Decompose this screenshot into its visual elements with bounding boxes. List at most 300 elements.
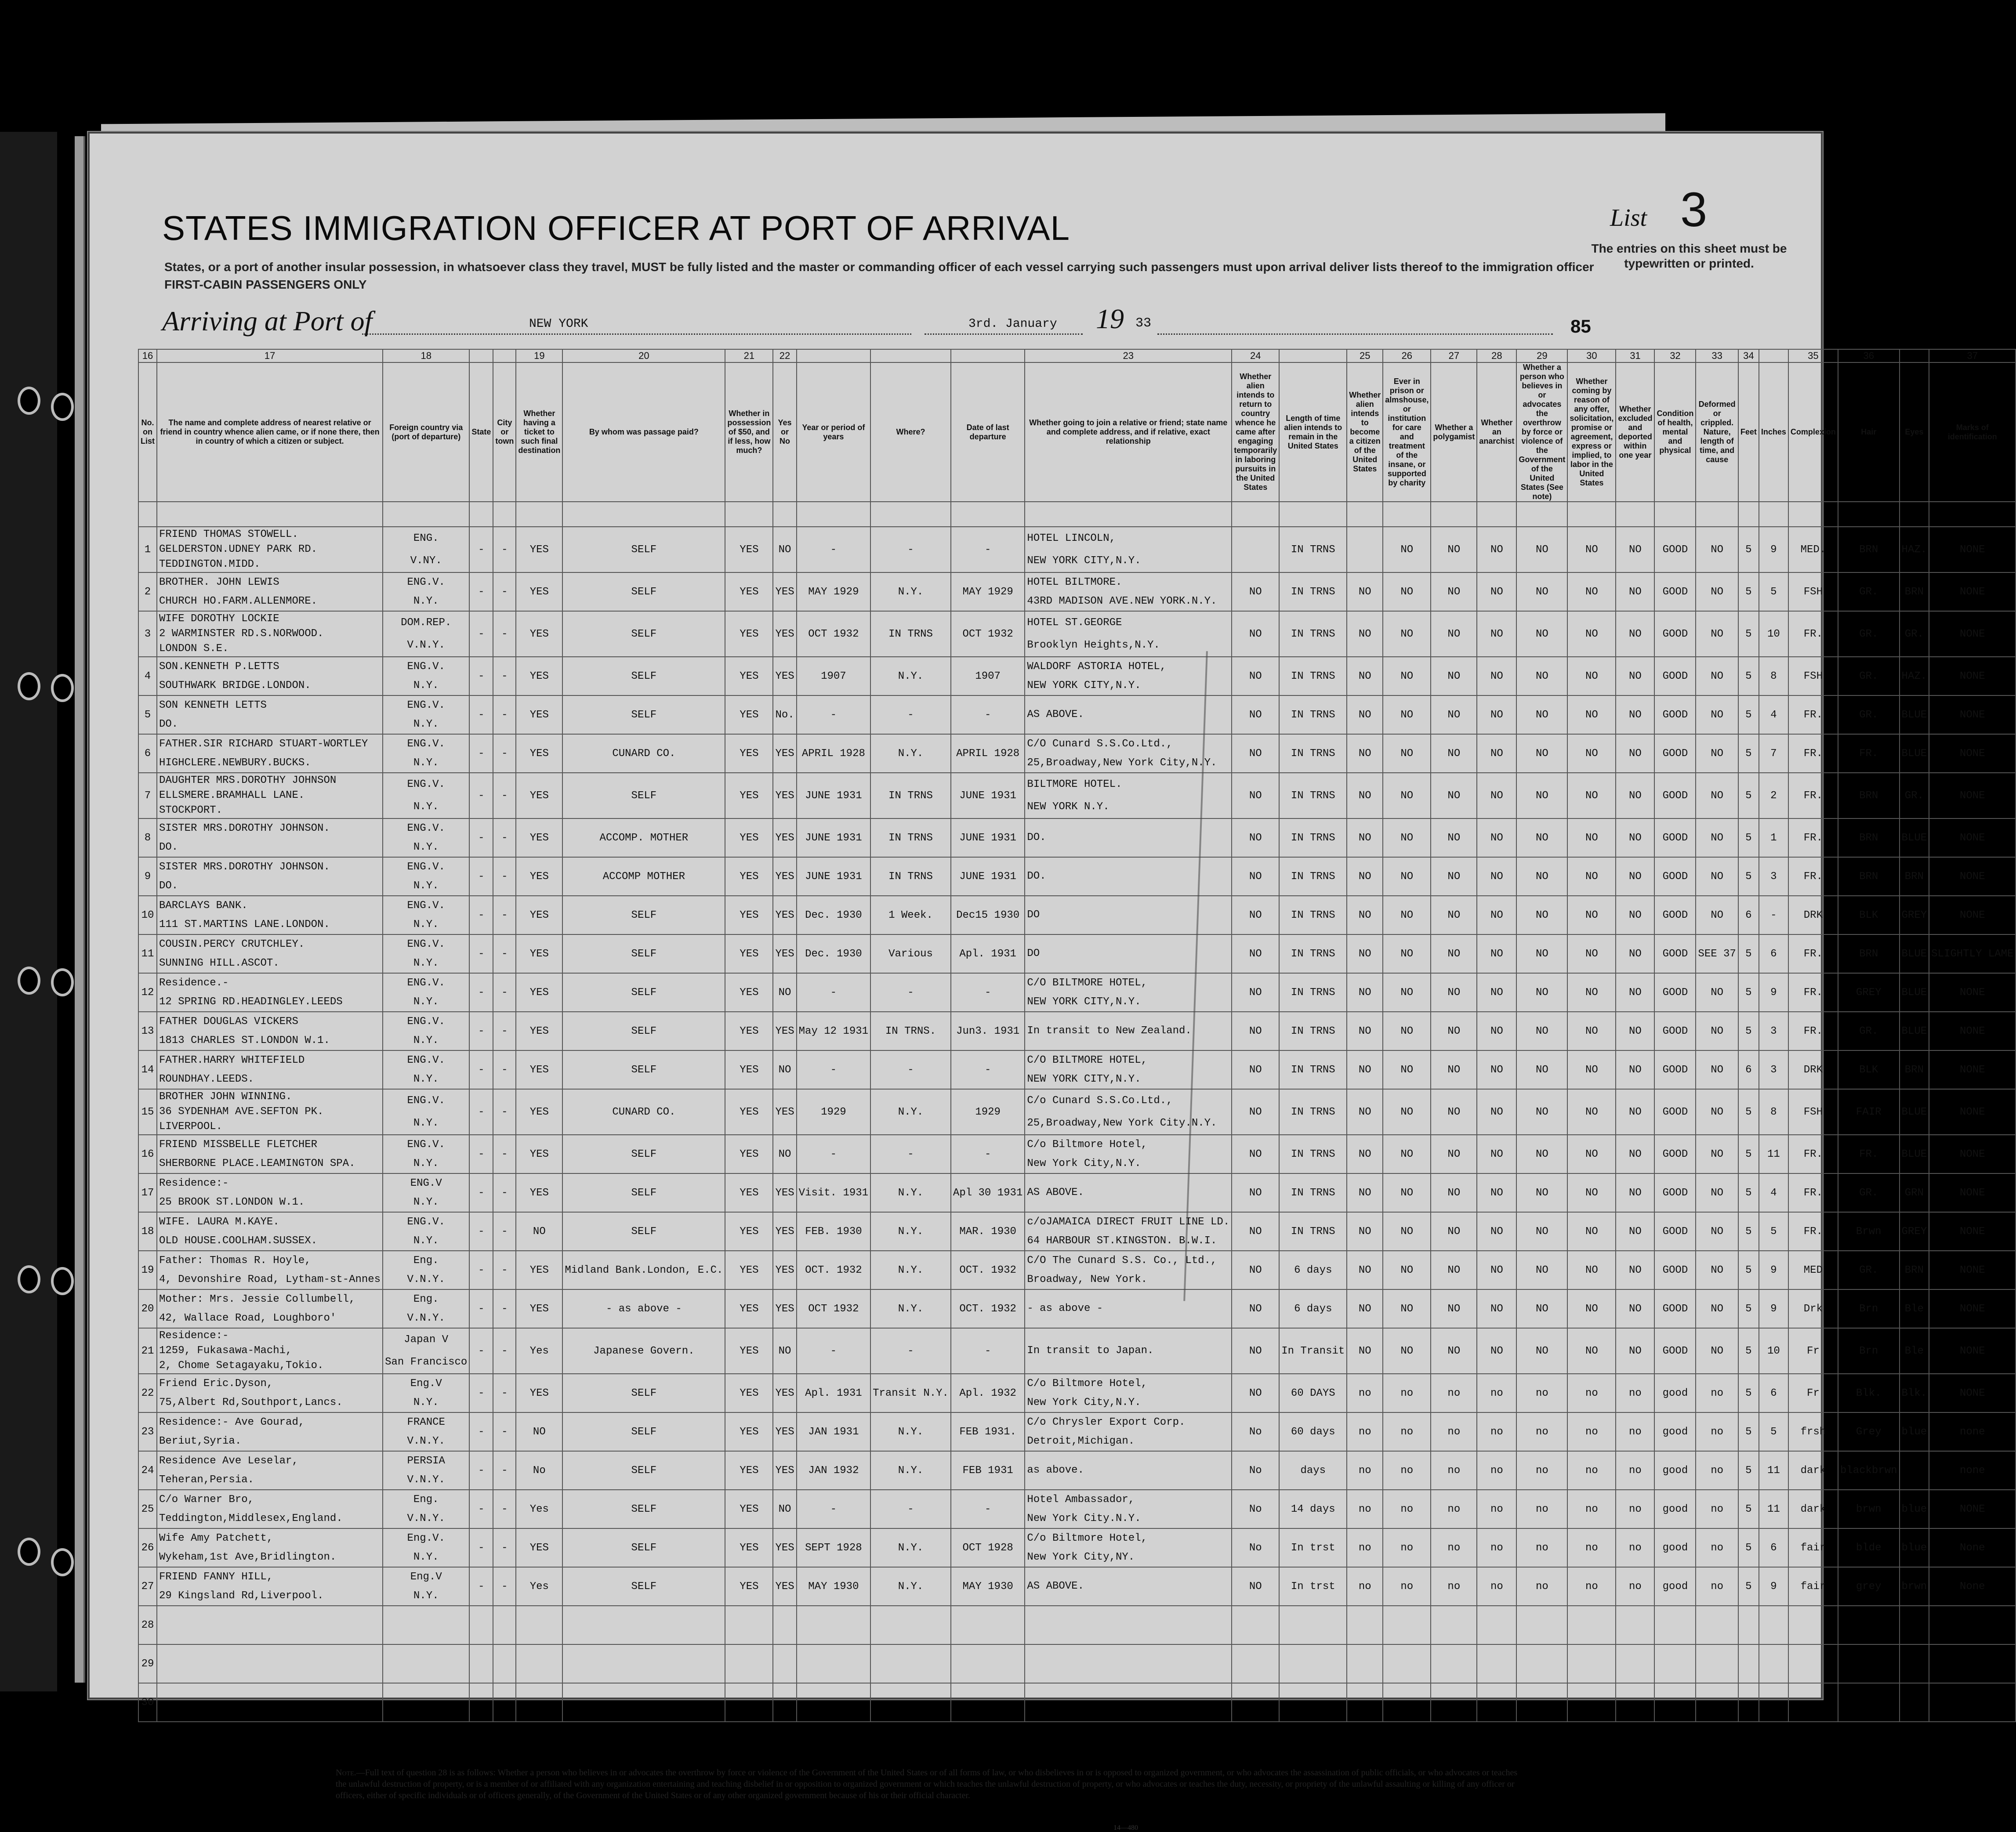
spacer-cell	[157, 502, 383, 527]
cell-no: 11	[138, 934, 157, 973]
cell-marks	[1929, 1606, 2016, 1644]
header-complexion: Complexion	[1788, 362, 1838, 502]
cell-p2: IN TRNS	[1279, 1135, 1347, 1173]
column-number-row	[138, 349, 2016, 362]
cell-comp: FR.	[1788, 1135, 1838, 1173]
cell-hair: GR.	[1838, 695, 1900, 734]
cell-marks: None	[1929, 1528, 2016, 1567]
cell-dep: JUNE 1931	[951, 818, 1025, 857]
cell-comp: DRK	[1788, 1050, 1838, 1089]
table-row	[138, 1089, 2016, 1135]
spacer-cell	[1477, 502, 1516, 527]
table-row	[138, 1135, 2016, 1173]
cell-marks: NONE	[1929, 734, 2016, 773]
cell-period: JUNE 1931	[797, 857, 870, 896]
cell-before	[773, 1606, 796, 1644]
cell-health: GOOD	[1654, 1012, 1696, 1050]
cell-join	[1025, 734, 1232, 773]
cell-rel	[157, 1567, 383, 1606]
cell-lines	[159, 935, 381, 973]
cell-eyes: BLUE	[1900, 1012, 1929, 1050]
cell-rel	[157, 1644, 383, 1683]
cell-lines	[385, 1490, 467, 1528]
cell-health: GOOD	[1654, 857, 1696, 896]
cell-q25: NO	[1383, 695, 1431, 734]
cell-q26: NO	[1431, 934, 1477, 973]
cell-lines	[159, 1452, 381, 1489]
cell-period: APRIL 1928	[797, 734, 870, 773]
cell-money: YES	[725, 1012, 773, 1050]
cell-q25: NO	[1383, 1012, 1431, 1050]
table-row	[138, 973, 2016, 1012]
cell-p3: NO	[1347, 1289, 1383, 1328]
cell-q28: no	[1516, 1374, 1567, 1412]
cell-rel	[157, 1683, 383, 1722]
cell-q28: NO	[1516, 1173, 1567, 1212]
cell-paid: SELF	[562, 1451, 725, 1490]
cell-p1: NO	[1232, 695, 1279, 734]
column-number: 19	[516, 349, 562, 362]
cell-where: IN TRNS	[870, 773, 951, 818]
cell-eyes: blue	[1900, 1412, 1929, 1451]
cell-eyes: BLUE	[1900, 695, 1929, 734]
cell-before: YES	[773, 1289, 796, 1328]
cell-q26: NO	[1431, 1289, 1477, 1328]
cell-no: 27	[138, 1567, 157, 1606]
cell-health: GOOD	[1654, 1173, 1696, 1212]
cell-q25: NO	[1383, 1212, 1431, 1251]
cell-city: -	[493, 1289, 516, 1328]
cell-lines	[1027, 696, 1229, 734]
cell-paid: SELF	[562, 1173, 725, 1212]
cell-money: YES	[725, 695, 773, 734]
list-label: List	[1610, 204, 1647, 232]
cell-state: -	[469, 896, 493, 934]
cell-q28	[1516, 1683, 1567, 1722]
cell-ticket: YES	[516, 1135, 562, 1173]
cell-p2: IN TRNS	[1279, 734, 1347, 773]
cell-lines	[1027, 1374, 1229, 1412]
cell-line: WIFE. LAURA M.KAYE.	[159, 1216, 279, 1228]
cell-ft	[1738, 1606, 1759, 1644]
cell-lines	[159, 1374, 381, 1412]
binder-hole	[18, 1538, 40, 1566]
table-row	[138, 1528, 2016, 1567]
cell-city: -	[493, 1374, 516, 1412]
cell-q28: NO	[1516, 1328, 1567, 1374]
cell-ticket: YES	[516, 611, 562, 657]
cell-q30: NO	[1616, 611, 1654, 657]
cell-deformed: NO	[1696, 695, 1738, 734]
cell-eyes: BLUE	[1900, 734, 1929, 773]
cell-p3: NO	[1347, 934, 1383, 973]
cell-hair: BLK	[1838, 896, 1900, 934]
cell-lines	[385, 1213, 467, 1250]
spacer-cell	[383, 502, 469, 527]
spacer-cell	[725, 502, 773, 527]
cell-no: 12	[138, 973, 157, 1012]
cell-no: 8	[138, 818, 157, 857]
cell-comp: FR.	[1788, 695, 1838, 734]
cell-q29	[1567, 1644, 1616, 1683]
cell-q30: no	[1616, 1490, 1654, 1528]
cell-comp: MED.	[1788, 527, 1838, 572]
cell-p1: No	[1232, 1490, 1279, 1528]
cell-q28: NO	[1516, 934, 1567, 973]
cell-health: GOOD	[1654, 1289, 1696, 1328]
cell-ft: 5	[1738, 1212, 1759, 1251]
cell-line: ENG.V.	[407, 1216, 445, 1228]
cell-paid: SELF	[562, 1012, 725, 1050]
cell-period: -	[797, 973, 870, 1012]
cell-hair: Brwn	[1838, 1212, 1900, 1251]
column-number	[1279, 349, 1347, 362]
table-row	[138, 1606, 2016, 1644]
cell-where: IN TRNS	[870, 857, 951, 896]
cell-lines	[385, 573, 467, 611]
cell-line: C/o Biltmore Hotel,	[1027, 1532, 1148, 1544]
column-number: 29	[1516, 349, 1567, 362]
cell-paid: ACCOMP MOTHER	[562, 857, 725, 896]
header-q28: Whether a person who believes in or advocates the overthrow by force or violence of the Government of the United States (See note)	[1516, 362, 1567, 502]
table-row	[138, 1212, 2016, 1251]
cell-state: -	[469, 734, 493, 773]
cell-lines	[385, 819, 467, 857]
cell-where: 1 Week.	[870, 896, 951, 934]
cell-line: Brooklyn Heights,N.Y.	[1027, 639, 1160, 651]
cell-deformed: no	[1696, 1451, 1738, 1490]
cell-lines	[385, 1684, 467, 1721]
cell-p1: NO	[1232, 1050, 1279, 1089]
cell-ticket: YES	[516, 973, 562, 1012]
cell-q30: no	[1616, 1451, 1654, 1490]
cell-foreign	[383, 1173, 469, 1212]
cell-comp: FSH	[1788, 657, 1838, 695]
cell-line: N.Y.	[413, 595, 439, 607]
cell-line: New York City.N.Y.	[1027, 1512, 1141, 1524]
cell-q29: NO	[1567, 857, 1616, 896]
cell-money: YES	[725, 818, 773, 857]
cell-rel	[157, 1135, 383, 1173]
cell-q28: NO	[1516, 1251, 1567, 1289]
cell-foreign	[383, 1490, 469, 1528]
table-row	[138, 1050, 2016, 1089]
cell-lines	[1027, 573, 1229, 611]
cell-ft: 5	[1738, 1251, 1759, 1289]
spacer-cell	[1383, 502, 1431, 527]
cell-ticket: YES	[516, 734, 562, 773]
cell-q26: NO	[1431, 611, 1477, 657]
cell-paid: SELF	[562, 973, 725, 1012]
cell-p2	[1279, 1644, 1347, 1683]
cell-marks	[1929, 1683, 2016, 1722]
cell-q29: NO	[1567, 1328, 1616, 1374]
cell-lines	[159, 1213, 381, 1250]
cell-line: 25,Broadway,New York City,N.Y.	[1027, 757, 1217, 769]
cell-where: -	[870, 1050, 951, 1089]
cell-in: 2	[1759, 773, 1788, 818]
cell-p2	[1279, 1606, 1347, 1644]
cell-line: C/o Cunard S.S.Co.Ltd.,	[1027, 1094, 1173, 1107]
cell-rel	[157, 1089, 383, 1135]
cell-rel	[157, 527, 383, 572]
cell-lines	[159, 1413, 381, 1451]
cell-state: -	[469, 1012, 493, 1050]
cell-hair: BRN	[1838, 527, 1900, 572]
cell-state: -	[469, 934, 493, 973]
cell-q28: NO	[1516, 1050, 1567, 1089]
cell-comp	[1788, 1683, 1838, 1722]
cell-q29: NO	[1567, 611, 1616, 657]
cell-no: 28	[138, 1606, 157, 1644]
cell-city: -	[493, 572, 516, 611]
cell-line: 75,Albert Rd,Southport,Lancs.	[159, 1396, 343, 1408]
cell-deformed: no	[1696, 1412, 1738, 1451]
cell-line: 1259, Fukasawa-Machi,	[159, 1345, 292, 1357]
cell-paid: SELF	[562, 773, 725, 818]
cell-in: 11	[1759, 1451, 1788, 1490]
cell-line: LONDON S.E.	[159, 643, 229, 655]
punch-hole	[51, 1267, 74, 1295]
cell-line: New York City,N.Y.	[1027, 1157, 1141, 1169]
cell-lines	[159, 1051, 381, 1089]
cell-foreign	[383, 973, 469, 1012]
cell-where: N.Y.	[870, 657, 951, 695]
cell-no: 16	[138, 1135, 157, 1173]
cell-in: 1	[1759, 818, 1788, 857]
cell-health: good	[1654, 1567, 1696, 1606]
cell-p1	[1232, 1644, 1279, 1683]
cell-in: 6	[1759, 1528, 1788, 1567]
cell-dep: FEB 1931	[951, 1451, 1025, 1490]
cell-no: 10	[138, 896, 157, 934]
cell-money: YES	[725, 896, 773, 934]
cell-no: 13	[138, 1012, 157, 1050]
cell-q28: no	[1516, 1567, 1567, 1606]
cell-state: -	[469, 657, 493, 695]
cell-q29: NO	[1567, 896, 1616, 934]
cell-marks: NONE	[1929, 857, 2016, 896]
cell-no: 2	[138, 572, 157, 611]
cell-q26: NO	[1431, 1251, 1477, 1289]
cell-line: 64 HARBOUR ST.KINGSTON. B.W.I.	[1027, 1235, 1217, 1247]
column-number: 34	[1738, 349, 1759, 362]
cell-line: FATHER.HARRY WHITEFIELD	[159, 1054, 305, 1066]
cell-state: -	[469, 973, 493, 1012]
cell-state: -	[469, 527, 493, 572]
cell-marks: none	[1929, 1451, 2016, 1490]
cell-ticket: Yes	[516, 1567, 562, 1606]
cell-hair: Brn	[1838, 1328, 1900, 1374]
cell-p1: NO	[1232, 773, 1279, 818]
header-row	[138, 362, 2016, 502]
cell-q30: no	[1616, 1528, 1654, 1567]
cell-q26: NO	[1431, 695, 1477, 734]
cell-before: YES	[773, 773, 796, 818]
cell-q26: no	[1431, 1374, 1477, 1412]
cell-q25: NO	[1383, 934, 1431, 973]
cell-ft: 5	[1738, 572, 1759, 611]
cell-paid: CUNARD CO.	[562, 1089, 725, 1135]
header-foreign: Foreign country via (port of departure)	[383, 362, 469, 502]
cell-line: Mother: Mrs. Jessie Collumbell,	[159, 1293, 355, 1305]
cell-deformed: NO	[1696, 857, 1738, 896]
column-number: 28	[1477, 349, 1516, 362]
column-number: 24	[1232, 349, 1279, 362]
cell-q26: NO	[1431, 1135, 1477, 1173]
cell-p3	[1347, 1683, 1383, 1722]
cell-q28: no	[1516, 1490, 1567, 1528]
cell-foreign	[383, 1289, 469, 1328]
cell-foreign	[383, 857, 469, 896]
cell-line: AS ABOVE.	[1027, 1187, 1084, 1198]
cell-paid: - as above -	[562, 1289, 725, 1328]
cell-p1: NO	[1232, 1012, 1279, 1050]
cell-in: 9	[1759, 1251, 1788, 1289]
cell-q28: NO	[1516, 857, 1567, 896]
cell-lines	[159, 773, 381, 818]
cell-q27: no	[1477, 1490, 1516, 1528]
cell-deformed: SEE 37	[1696, 934, 1738, 973]
cell-line: Residence.-	[159, 977, 229, 989]
cell-q30	[1616, 1644, 1654, 1683]
cell-no: 26	[138, 1528, 157, 1567]
table-row	[138, 818, 2016, 857]
cell-eyes	[1900, 1606, 1929, 1644]
cell-before: YES	[773, 734, 796, 773]
cell-lines	[159, 612, 381, 656]
cell-line: C/O BILTMORE HOTEL,	[1027, 1054, 1148, 1066]
cell-p2: In Transit	[1279, 1328, 1347, 1374]
cell-state: -	[469, 1567, 493, 1606]
cell-ticket: YES	[516, 1289, 562, 1328]
cell-comp: frsh	[1788, 1412, 1838, 1451]
cell-paid: SELF	[562, 1135, 725, 1173]
cell-city: -	[493, 934, 516, 973]
cell-health: GOOD	[1654, 1135, 1696, 1173]
cell-city: -	[493, 1328, 516, 1374]
cell-in: 5	[1759, 1212, 1788, 1251]
cell-hair: FR.	[1838, 734, 1900, 773]
cell-marks: NONE	[1929, 1289, 2016, 1328]
cell-p1: NO	[1232, 1251, 1279, 1289]
cell-rel	[157, 1173, 383, 1212]
header-city: City or town	[493, 362, 516, 502]
cell-ft: 5	[1738, 1451, 1759, 1490]
cell-q28: NO	[1516, 1089, 1567, 1135]
cell-ft: 5	[1738, 1012, 1759, 1050]
cell-lines	[385, 1413, 467, 1451]
cell-dep: JUNE 1931	[951, 857, 1025, 896]
cell-no: 17	[138, 1173, 157, 1212]
cell-join	[1025, 1606, 1232, 1644]
cell-health: GOOD	[1654, 734, 1696, 773]
cell-paid: SELF	[562, 1212, 725, 1251]
cell-foreign	[383, 818, 469, 857]
cell-line: 12 SPRING RD.HEADINGLEY.LEEDS	[159, 996, 343, 1008]
cell-period: OCT. 1932	[797, 1251, 870, 1289]
cell-line: ENG.V.	[407, 977, 445, 989]
cell-foreign	[383, 1451, 469, 1490]
cell-ticket	[516, 1606, 562, 1644]
cell-where: N.Y.	[870, 1212, 951, 1251]
cell-lines	[385, 735, 467, 772]
cell-q26: NO	[1431, 1328, 1477, 1374]
cell-p3: NO	[1347, 611, 1383, 657]
cell-city: -	[493, 695, 516, 734]
cell-ticket: YES	[516, 657, 562, 695]
cell-line: DAUGHTER MRS.DOROTHY JOHNSON	[159, 775, 337, 786]
cell-lines	[159, 1090, 381, 1134]
cell-rel	[157, 934, 383, 973]
cell-health: GOOD	[1654, 973, 1696, 1012]
cell-lines	[1027, 612, 1229, 656]
cell-city: -	[493, 1012, 516, 1050]
header-eyes: Eyes	[1900, 362, 1929, 502]
cell-q25: NO	[1383, 773, 1431, 818]
cell-join	[1025, 695, 1232, 734]
cell-hair: FR.	[1838, 1135, 1900, 1173]
cell-city: -	[493, 1451, 516, 1490]
cell-no: 7	[138, 773, 157, 818]
cell-p1: NO	[1232, 1089, 1279, 1135]
header-p1: Whether alien intends to return to country whence he came after engaging temporarily in laboring pursuits in the United States	[1232, 362, 1279, 502]
cell-in: 9	[1759, 527, 1788, 572]
cell-p1	[1232, 1683, 1279, 1722]
cell-line: In transit to Japan.	[1027, 1345, 1154, 1357]
cell-dep: OCT 1928	[951, 1528, 1025, 1567]
cell-q29: NO	[1567, 1212, 1616, 1251]
cell-p3: no	[1347, 1528, 1383, 1567]
cell-money: YES	[725, 1212, 773, 1251]
cell-q25: NO	[1383, 818, 1431, 857]
cell-hair: BRN	[1838, 857, 1900, 896]
cell-lines	[159, 1012, 381, 1050]
cell-no: 21	[138, 1328, 157, 1374]
cell-where: N.Y.	[870, 1412, 951, 1451]
cell-q27: NO	[1477, 773, 1516, 818]
cell-marks: NONE	[1929, 572, 2016, 611]
table-row	[138, 527, 2016, 572]
cell-line: N.Y.	[413, 1589, 439, 1602]
cell-deformed: NO	[1696, 657, 1738, 695]
cell-q27	[1477, 1606, 1516, 1644]
cell-ticket: YES	[516, 934, 562, 973]
cell-q29: NO	[1567, 1089, 1616, 1135]
cell-dep: -	[951, 1328, 1025, 1374]
cell-before: YES	[773, 657, 796, 695]
cell-money: YES	[725, 611, 773, 657]
cell-lines	[385, 527, 467, 572]
column-number: 17	[157, 349, 383, 362]
cell-line: 4, Devonshire Road, Lytham-st-Annes	[159, 1273, 381, 1285]
cell-deformed: no	[1696, 1528, 1738, 1567]
cell-line: ENG.V.	[407, 822, 445, 834]
cell-line: N.Y.	[413, 1551, 439, 1563]
cell-deformed	[1696, 1683, 1738, 1722]
binder-hole	[18, 967, 40, 995]
cell-in: 8	[1759, 657, 1788, 695]
cell-q27: NO	[1477, 1173, 1516, 1212]
cell-q26: NO	[1431, 896, 1477, 934]
cell-q27: NO	[1477, 1012, 1516, 1050]
cell-q29: NO	[1567, 695, 1616, 734]
cell-health	[1654, 1644, 1696, 1683]
cell-city	[493, 1683, 516, 1722]
cell-comp: FR.	[1788, 934, 1838, 973]
cell-ticket: YES	[516, 1089, 562, 1135]
cell-period: JAN 1931	[797, 1412, 870, 1451]
